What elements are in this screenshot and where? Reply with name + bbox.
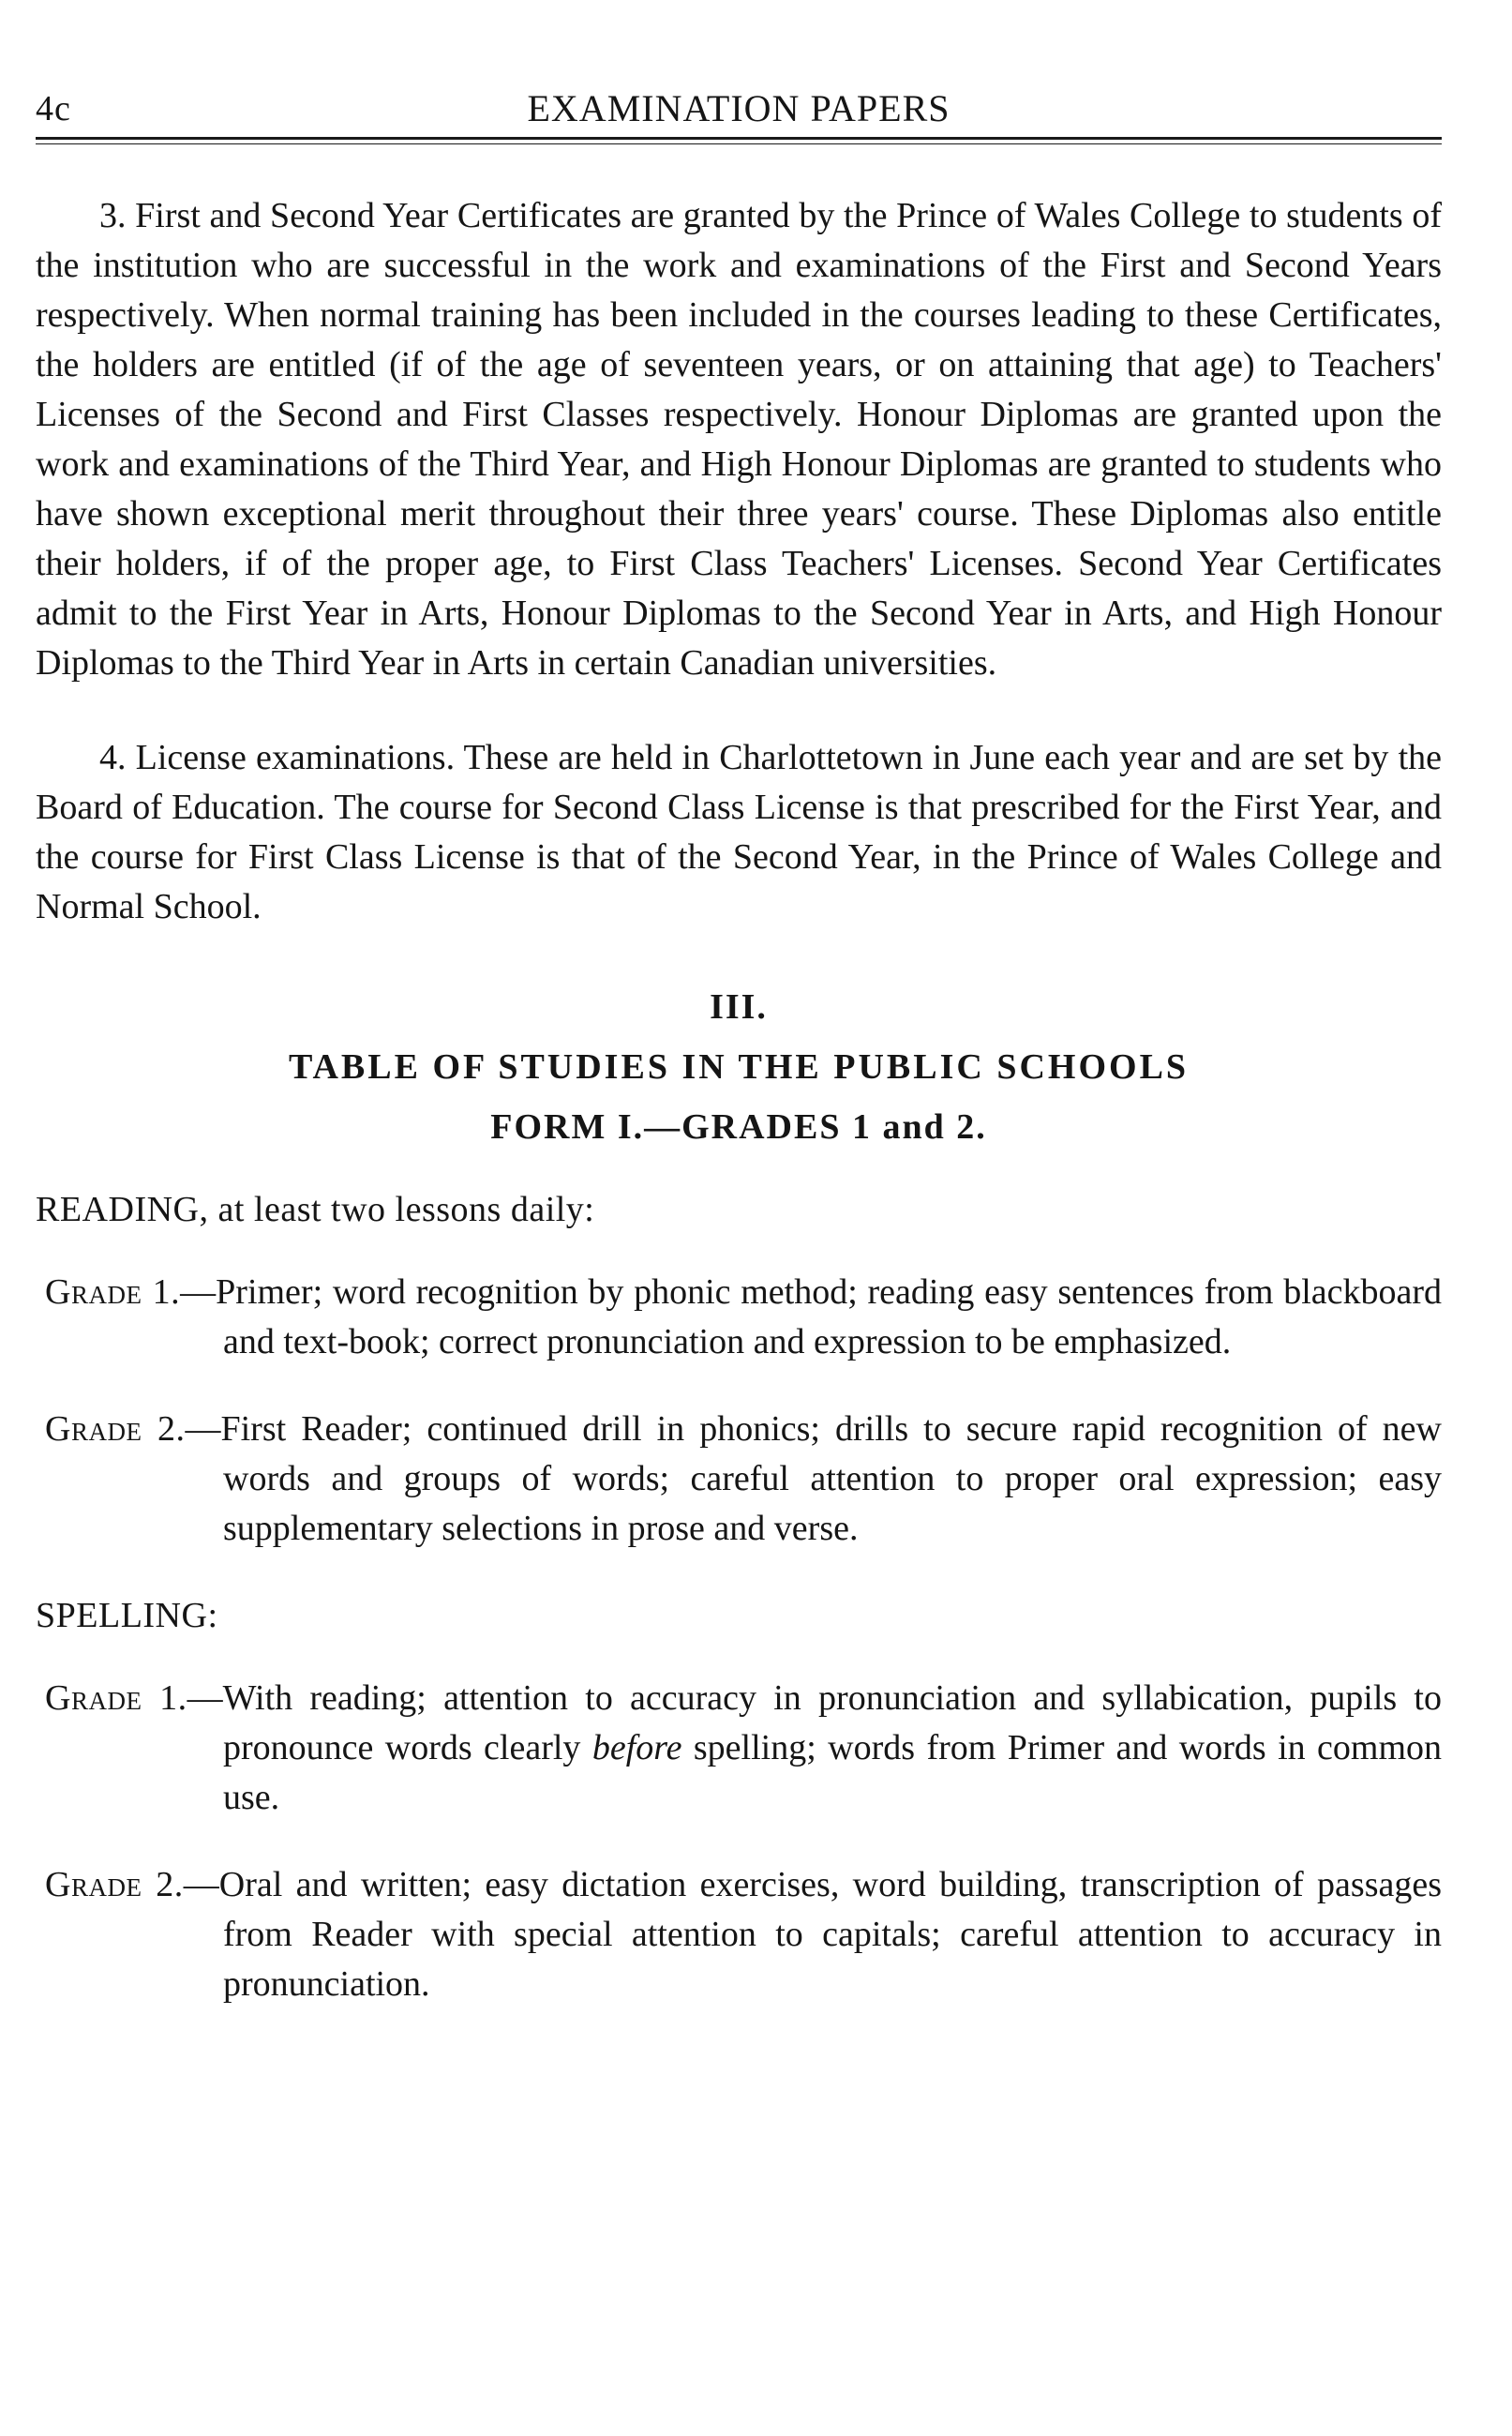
grade-label: Grade 1. — [45, 1272, 181, 1312]
page-bottom-space — [36, 2009, 1442, 2019]
reading-grade-2 — [36, 1405, 1442, 1554]
emphasis-word: before — [591, 1728, 682, 1767]
grade-text: —Primer; word recognition by phonic method; reading easy sentences from blackboard and text-book; correct pronunciation and expression to be emphasized. — [180, 1272, 1442, 1361]
subject-heading-spelling: SPELLING: — [36, 1596, 218, 1635]
grade-text: —With reading; attention to accuracy in pronunciation and syllabication, pupils to pronounce words clearly — [187, 1678, 1442, 1767]
paragraph-3 — [36, 191, 1442, 688]
paragraph-4 — [36, 733, 1442, 932]
grade-text: —First Reader; continued drill in phonics; drills to secure rapid recognition of new words and groups of words; careful attention to proper oral expression; easy supplementary selections in prose and verse. — [185, 1409, 1442, 1548]
grade-text: spelling; words from Primer and words in common use. — [223, 1728, 1442, 1817]
grade-label: Grade 1. — [45, 1678, 187, 1718]
section-number: III. — [710, 987, 768, 1027]
running-title: EXAMINATION PAPERS — [527, 87, 951, 129]
grade-label: Grade 2. — [45, 1409, 186, 1449]
paragraph-number: 4. — [99, 738, 127, 777]
section-title: TABLE OF STUDIES IN THE PUBLIC SCHOOLS — [288, 1047, 1190, 1087]
spelling-grade-1 — [36, 1674, 1442, 1823]
document-page — [36, 83, 1442, 2019]
running-head — [36, 83, 1442, 131]
paragraph-number: 3. — [99, 196, 127, 235]
paragraph-text: First and Second Year Certificates are granted by the Prince of Wales College to students of the institution who are successful in the work and examinations of the First and Second Years respectively. When normal training has been included in the courses leading to these Certificates, the holders are entitled (if of the age of seventeen years, or on attaining that age) to Teachers' Licenses of the Second and First Classes respectively. Honour Diplomas are granted upon the work and examinations of the Third Year, and High Honour Diplomas are granted to students who have shown exceptional merit throughout their three years' course. These Diplomas also entitle their holders, if of the proper age, to First Class Teachers' Licenses. Second Year Certificates admit to the First Year in Arts, Honour Diplomas to the Second Year in Arts, and High Honour Diplomas to the Third Year in Arts in certain Canadian universities. — [36, 196, 1443, 683]
grade-text: —Oral and written; easy dictation exercises, word building, transcription of passages from Reader with special attention to capitals; careful attention to accuracy in pronunciation. — [183, 1865, 1442, 2004]
section-subtitle: FORM I.—GRADES 1 and 2. — [490, 1107, 987, 1147]
reading-grade-1 — [36, 1268, 1442, 1367]
spelling-grade-2 — [36, 1860, 1442, 2009]
page-number: 4c — [36, 89, 71, 128]
subject-heading-reading: READING, at least two lessons daily: — [36, 1190, 595, 1229]
paragraph-text: License examinations. These are held in Charlottetown in June each year and are set by the Board of Education. The course for Second Class License is that prescribed for the First Year, and the course for First Class License is that of the Second Year, in the Prince of Wales College and Normal School. — [36, 738, 1443, 926]
grade-label: Grade 2. — [45, 1865, 184, 1904]
header-rule — [36, 137, 1442, 144]
